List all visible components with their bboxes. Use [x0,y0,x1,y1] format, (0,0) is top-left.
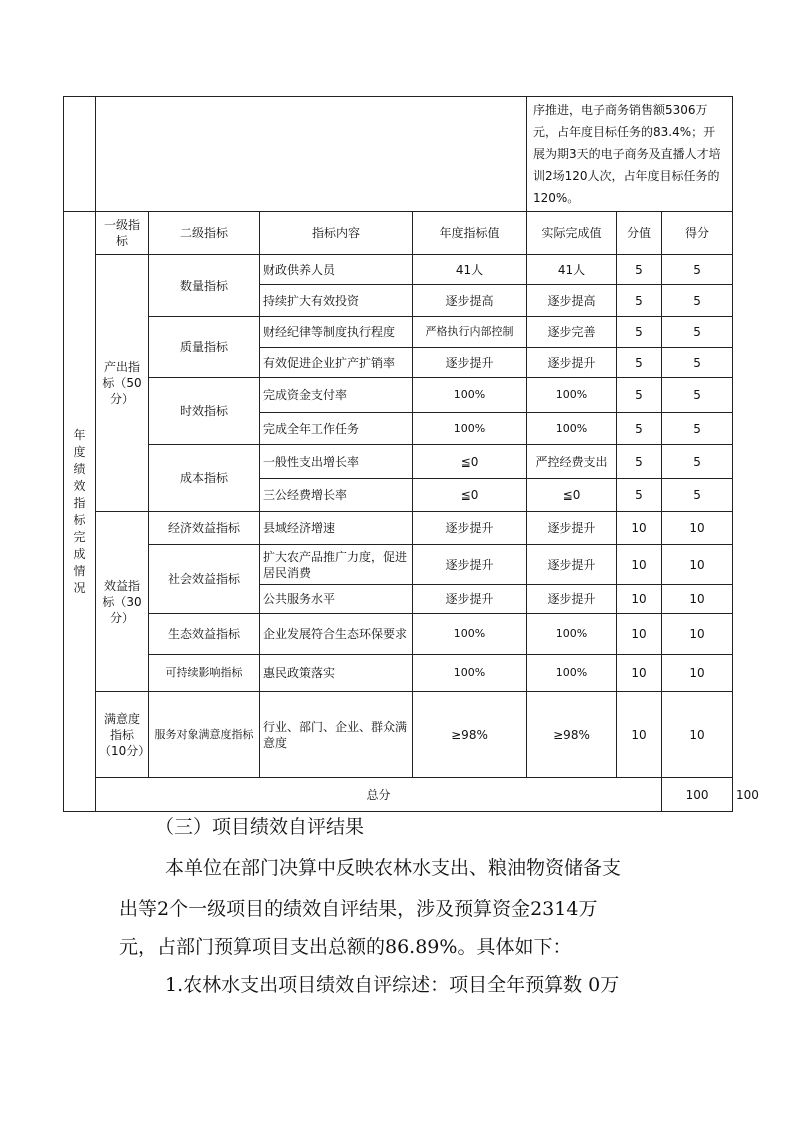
table-row [64,255,733,285]
content-cell: 持续扩大有效投资 [260,285,413,317]
score-cell: 10 [617,512,662,545]
got-cell: 5 [662,255,733,285]
score-cell: 5 [617,378,662,413]
actual-cell: 严控经费支出 [527,445,617,479]
table-row [64,97,733,212]
actual-cell: 41人 [527,255,617,285]
level2-cell: 服务对象满意度指标 [149,692,260,778]
actual-cell: 逐步提升 [527,545,617,585]
level1-cell: 效益指标（30分） [96,512,149,692]
target-cell: 逐步提升 [413,512,527,545]
score-cell: 5 [617,285,662,317]
header-cell: 实际完成值 [527,212,617,255]
level2-cell: 时效指标 [149,378,260,445]
content-cell: 一般性支出增长率 [260,445,413,479]
score-cell: 5 [617,479,662,512]
level2-cell: 质量指标 [149,317,260,378]
paragraph-line: 元，占部门预算项目支出总额的86.89%。具体如下： [119,936,572,958]
target-cell: ≥98% [413,692,527,778]
target-cell: ≦0 [413,445,527,479]
header-cell: 一级指标 [96,212,149,255]
header-cell: 分值 [617,212,662,255]
target-cell: 逐步提升 [413,348,527,378]
target-cell: 100% [413,413,527,445]
section-heading: （三）项目绩效自评结果 [155,816,365,838]
actual-cell: 逐步提高 [527,285,617,317]
content-cell: 完成全年工作任务 [260,413,413,445]
score-cell: 5 [617,413,662,445]
score-cell: 10 [617,692,662,778]
paragraph-line: 出等2个一级项目的绩效自评结果，涉及预算资金2314万 [119,898,598,920]
score-cell: 5 [617,445,662,479]
got-cell: 5 [662,317,733,348]
target-cell: 严格执行内部控制 [413,317,527,348]
actual-cell: ≥98% [527,692,617,778]
content-cell: 公共服务水平 [260,585,413,614]
got-cell: 10 [662,545,733,585]
score-cell: 10 [617,545,662,585]
got-cell: 5 [662,479,733,512]
paragraph-line: 1.农林水支出项目绩效自评综述：项目全年预算数 0万 [165,974,620,996]
target-cell: 100% [413,655,527,692]
content-cell: 完成资金支付率 [260,378,413,413]
score-cell: 5 [617,348,662,378]
table-cell [64,97,96,212]
score-cell: 10 [617,585,662,614]
table-row [64,378,733,413]
got-cell: 5 [662,378,733,413]
content-cell: 行业、部门、企业、群众满意度 [260,692,413,778]
table-cell [96,97,527,212]
content-cell: 县域经济增速 [260,512,413,545]
level2-cell: 社会效益指标 [149,545,260,614]
target-cell: 41人 [413,255,527,285]
actual-cell: 100% [527,413,617,445]
got-cell: 5 [662,285,733,317]
header-cell: 得分 [662,212,733,255]
performance-table [63,96,759,812]
target-cell: 逐步提升 [413,545,527,585]
actual-cell: ≦0 [527,479,617,512]
total-label: 总分 [96,778,662,812]
got-cell: 5 [662,445,733,479]
header-cell: 指标内容 [260,212,413,255]
level2-cell: 可持续影响指标 [149,655,260,692]
side-label-cell [64,212,96,812]
actual-cell: 100% [527,655,617,692]
content-cell: 财经纪律等制度执行程度 [260,317,413,348]
header-cell: 年度指标值 [413,212,527,255]
got-cell: 10 [662,692,733,778]
table-row [64,692,733,778]
level1-cell: 产出指标（50分） [96,255,149,512]
content-cell: 财政供养人员 [260,255,413,285]
actual-cell: 逐步提升 [527,348,617,378]
actual-cell: 逐步完善 [527,317,617,348]
header-cell: 二级指标 [149,212,260,255]
score-cell: 10 [617,614,662,655]
top-text-cell: 序推进，电子商务销售额5306万元，占年度目标任务的83.4%；开展为期3天的电子商务及直播人才培训2场120人次，占年度目标任务的120%。 [527,97,733,212]
total-row: 总分 100 100 [64,778,733,812]
level2-cell: 数量指标 [149,255,260,317]
actual-cell: 100% [527,378,617,413]
actual-cell: 逐步提升 [527,585,617,614]
actual-cell: 100% [527,614,617,655]
target-cell: 逐步提升 [413,585,527,614]
actual-cell: 逐步提升 [527,512,617,545]
header-row [64,212,733,255]
got-cell: 5 [662,413,733,445]
level2-cell: 生态效益指标 [149,614,260,655]
got-cell: 10 [662,585,733,614]
paragraph-line: 本单位在部门决算中反映农林水支出、粮油物资储备支 [165,857,622,879]
got-cell: 10 [662,512,733,545]
table-row [64,614,733,655]
score-cell: 10 [617,655,662,692]
score-cell: 5 [617,255,662,285]
level2-cell: 经济效益指标 [149,512,260,545]
total-score: 100 [662,778,733,812]
score-cell: 5 [617,317,662,348]
content-cell: 惠民政策落实 [260,655,413,692]
got-cell: 5 [662,348,733,378]
got-cell: 10 [662,655,733,692]
content-cell: 有效促进企业扩产扩销率 [260,348,413,378]
target-cell: ≦0 [413,479,527,512]
table-row [64,317,733,348]
got-cell: 10 [662,614,733,655]
target-cell: 逐步提高 [413,285,527,317]
content-cell: 企业发展符合生态环保要求 [260,614,413,655]
level1-cell: 满意度指标（10分） [96,692,149,778]
content-cell: 扩大农产品推广力度，促进居民消费 [260,545,413,585]
table-row [64,445,733,479]
content-cell: 三公经费增长率 [260,479,413,512]
table-row [64,655,733,692]
side-label: 年度绩效指标完成情况 [73,427,86,595]
level2-cell: 成本指标 [149,445,260,512]
target-cell: 100% [413,614,527,655]
table-row [64,512,733,545]
target-cell: 100% [413,378,527,413]
table-row [64,545,733,585]
